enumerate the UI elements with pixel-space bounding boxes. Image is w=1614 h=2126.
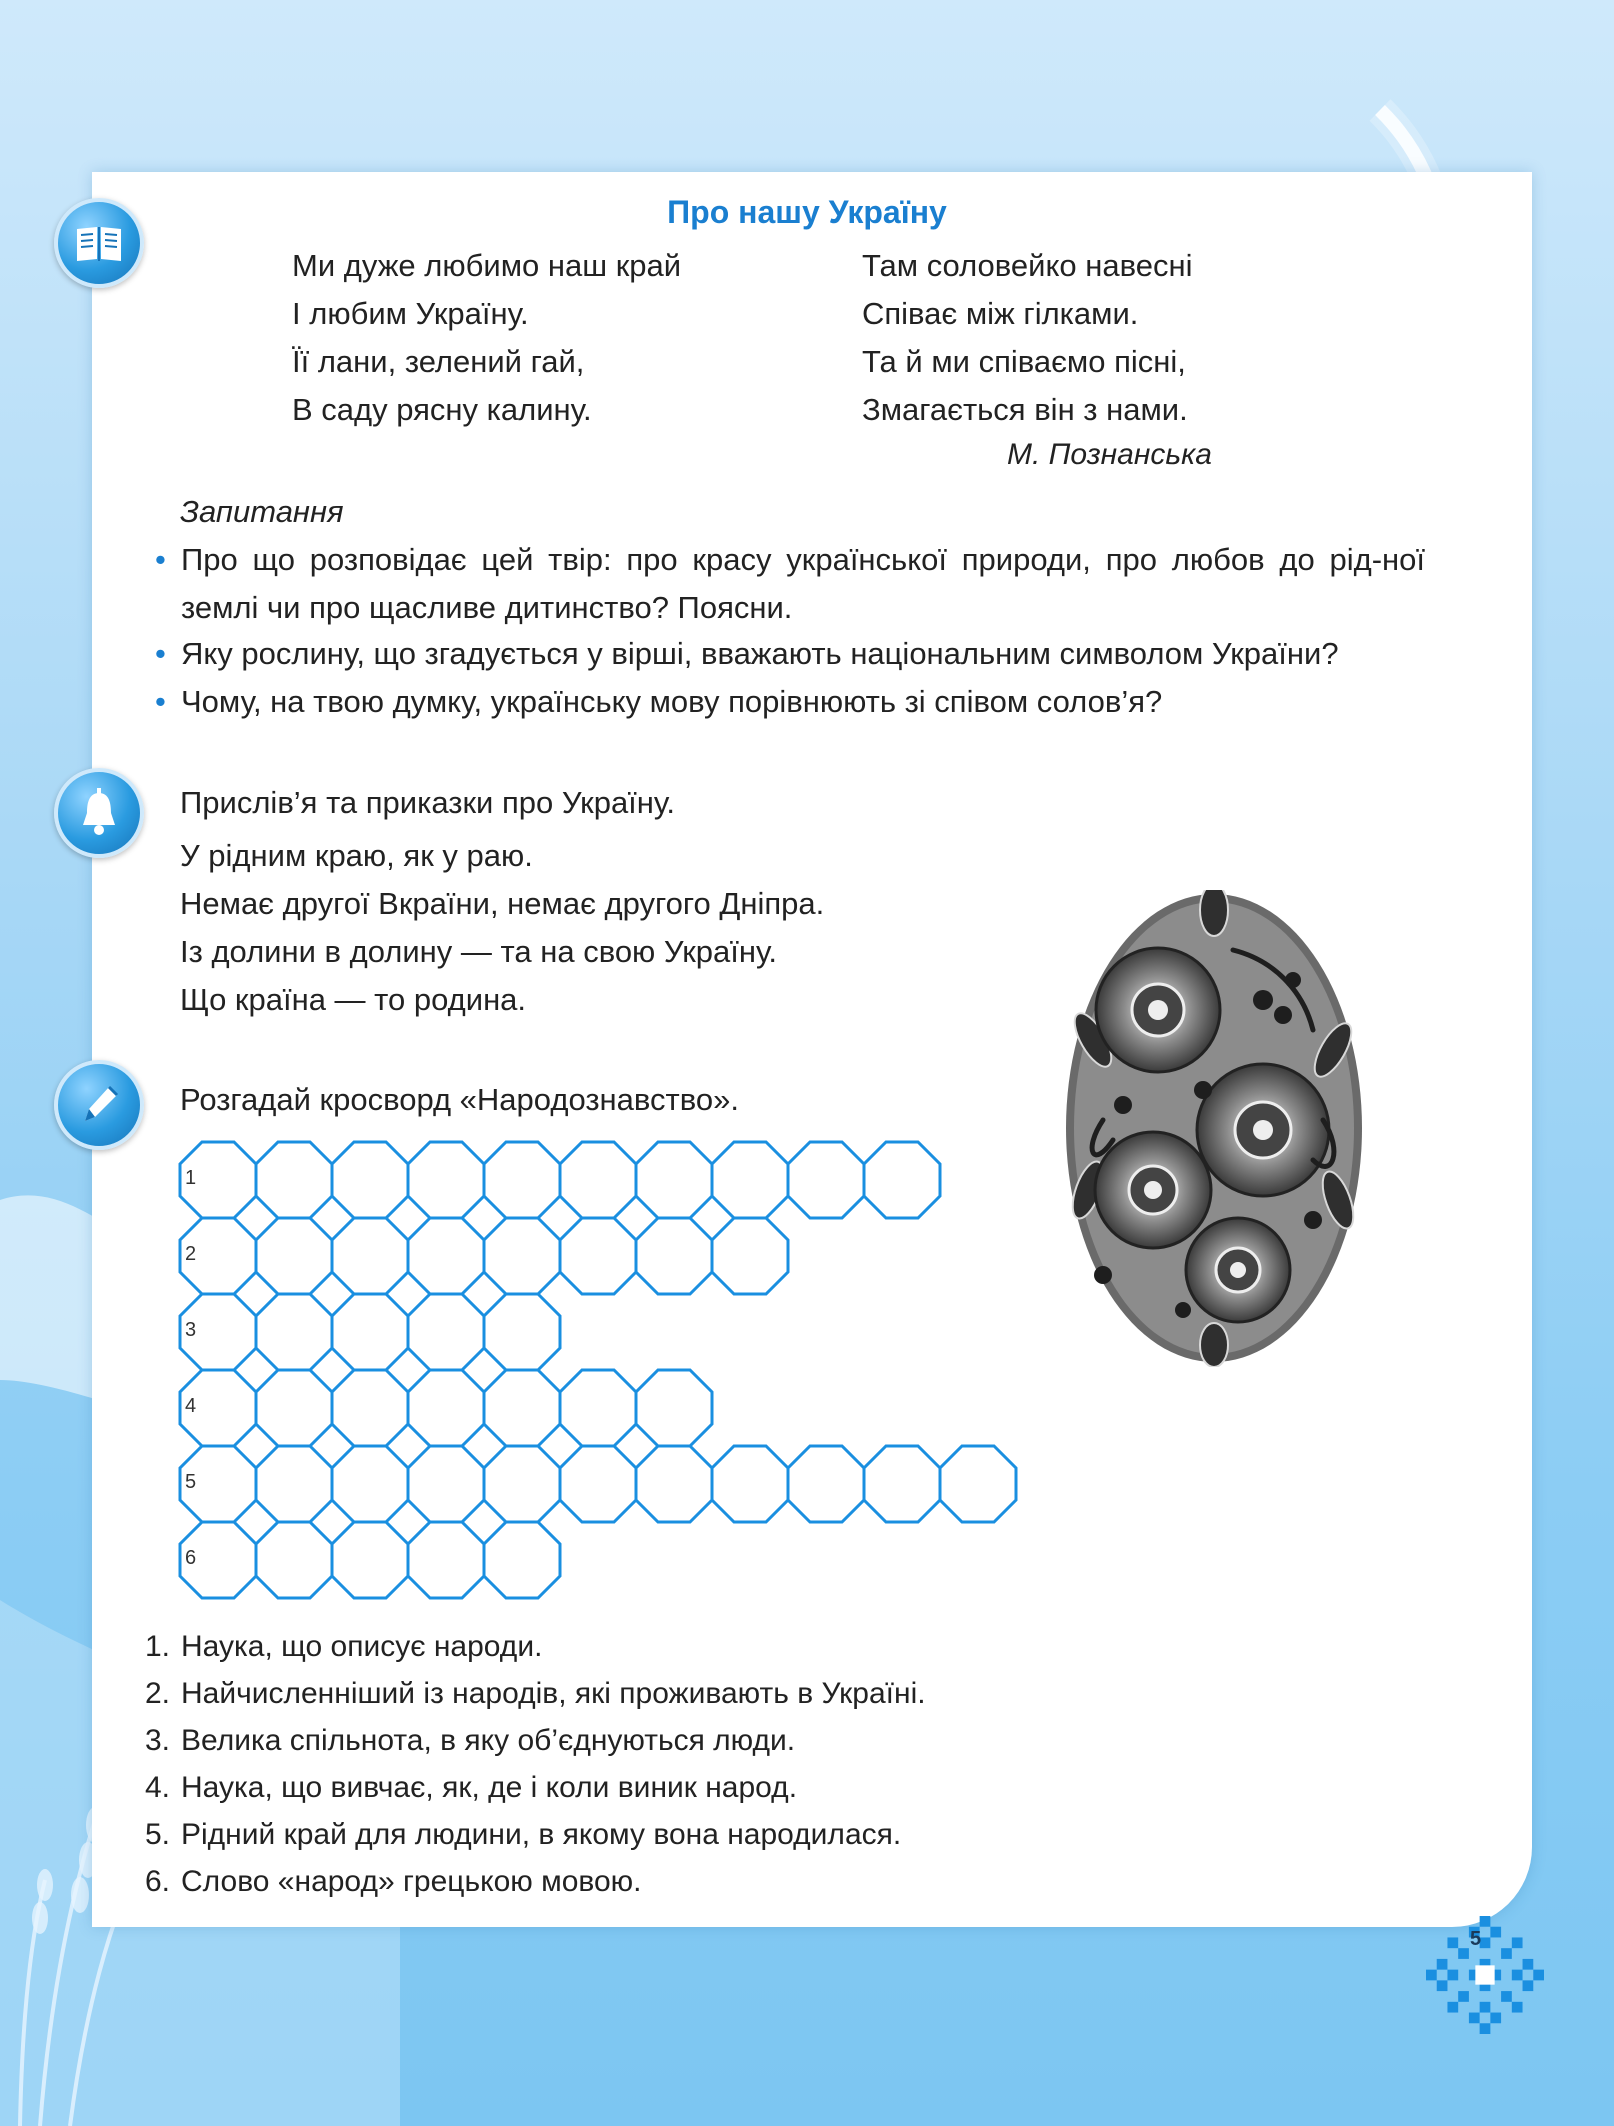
- crossword-row-number: 6: [185, 1547, 197, 1569]
- crossword-row-number: 4: [185, 1395, 197, 1417]
- crossword-cell[interactable]: [712, 1142, 788, 1218]
- crossword-cell[interactable]: [560, 1142, 636, 1218]
- crossword-cell[interactable]: [788, 1142, 864, 1218]
- crossword-cell[interactable]: [484, 1446, 560, 1522]
- crossword-cell[interactable]: [408, 1446, 484, 1522]
- crossword-cell[interactable]: [484, 1218, 560, 1294]
- crossword-cell[interactable]: [712, 1446, 788, 1522]
- crossword-row-number: 5: [185, 1471, 197, 1493]
- questions-heading: Запитання: [180, 494, 344, 529]
- crossword-cell[interactable]: [332, 1142, 408, 1218]
- flower-ornament: [1063, 890, 1365, 1367]
- crossword-cell[interactable]: [560, 1446, 636, 1522]
- poem-line: Змагається він з нами.: [862, 392, 1188, 427]
- crossword-cell[interactable]: [636, 1370, 712, 1446]
- crossword-cell[interactable]: [408, 1218, 484, 1294]
- poem-line: Співає між гілками.: [862, 296, 1139, 331]
- proverbs-heading: Прислів’я та приказки про Україну.: [180, 785, 675, 820]
- crossword-cell[interactable]: [712, 1218, 788, 1294]
- crossword-cell[interactable]: [332, 1446, 408, 1522]
- crossword-row-number: 2: [185, 1243, 197, 1265]
- crossword-cell[interactable]: [408, 1522, 484, 1598]
- crossword-cell[interactable]: [408, 1294, 484, 1370]
- crossword-cell[interactable]: [484, 1294, 560, 1370]
- poem-line: Та й ми співаємо пісні,: [862, 344, 1186, 379]
- crossword-cell[interactable]: [408, 1370, 484, 1446]
- proverb: Немає другої Вкраїни, немає другого Дніпра.: [180, 886, 825, 921]
- question-item: • Про що розповідає цей твір: про красу української природи, про любов до рід-ної землі чи про щасливе дитинство? Поясни.: [155, 542, 1425, 625]
- proverb: Із долини в долину — та на свою Україну.: [180, 934, 778, 969]
- poem-line: Її лани, зелений гай,: [292, 344, 585, 379]
- clue-item: 6. Слово «народ» грецькою мовою.: [145, 1865, 642, 1898]
- poem-author: М. Познанська: [1006, 438, 1212, 471]
- crossword-row-number: 3: [185, 1319, 197, 1341]
- proverb: Що країна — то родина.: [180, 982, 527, 1017]
- crossword-cell[interactable]: [256, 1446, 332, 1522]
- clue-item: 3. Велика спільнота, в яку об’єднуються люди.: [145, 1724, 796, 1757]
- crossword-cell[interactable]: [788, 1446, 864, 1522]
- crossword-cell[interactable]: [332, 1218, 408, 1294]
- crossword-cell[interactable]: [332, 1294, 408, 1370]
- crossword-cell[interactable]: [636, 1446, 712, 1522]
- clue-item: 5. Рідний край для людини, в якому вона народилася.: [145, 1818, 902, 1851]
- poem-line: Там соловейко навесні: [862, 248, 1193, 283]
- question-item: • Чому, на твою думку, українську мову порівнюють зі співом солов’я?: [155, 684, 1163, 719]
- crossword-cell[interactable]: [484, 1142, 560, 1218]
- crossword-cell[interactable]: [560, 1218, 636, 1294]
- crossword-heading: Розгадай кросворд «Народознавство».: [180, 1082, 739, 1117]
- crossword-cell[interactable]: [408, 1142, 484, 1218]
- clue-item: 1. Наука, що описує народи.: [145, 1630, 543, 1663]
- crossword-cell[interactable]: [256, 1218, 332, 1294]
- snowflake-ornament: [1426, 1916, 1544, 2034]
- crossword-cell[interactable]: [864, 1142, 940, 1218]
- crossword-cell[interactable]: [560, 1370, 636, 1446]
- poem-line: Ми дуже любимо наш край: [292, 248, 682, 283]
- question-item: • Яку рослину, що згадується у вірші, вважають національним символом України?: [155, 636, 1339, 671]
- crossword-cell[interactable]: [484, 1370, 560, 1446]
- page-number: 5: [1470, 1928, 1482, 1950]
- clue-item: 4. Наука, що вивчає, як, де і коли виник народ.: [145, 1771, 798, 1804]
- poem-line: І любим Україну.: [292, 296, 529, 331]
- crossword-cell[interactable]: [332, 1370, 408, 1446]
- crossword-cell[interactable]: [256, 1522, 332, 1598]
- crossword-cell[interactable]: [256, 1370, 332, 1446]
- poem-line: В саду рясну калину.: [292, 392, 592, 427]
- crossword-cell[interactable]: [332, 1522, 408, 1598]
- proverb: У рідним краю, як у раю.: [180, 838, 533, 873]
- crossword-cell[interactable]: [940, 1446, 1016, 1522]
- crossword-cell[interactable]: [636, 1218, 712, 1294]
- crossword-cell[interactable]: [864, 1446, 940, 1522]
- crossword-row-number: 1: [185, 1167, 197, 1189]
- page-title: Про нашу Україну: [667, 194, 947, 230]
- crossword-cell[interactable]: [256, 1142, 332, 1218]
- crossword-cell[interactable]: [256, 1294, 332, 1370]
- clue-item: 2. Найчисленніший із народів, які проживають в Україні.: [145, 1677, 926, 1710]
- crossword-cell[interactable]: [484, 1522, 560, 1598]
- crossword-cell[interactable]: [636, 1142, 712, 1218]
